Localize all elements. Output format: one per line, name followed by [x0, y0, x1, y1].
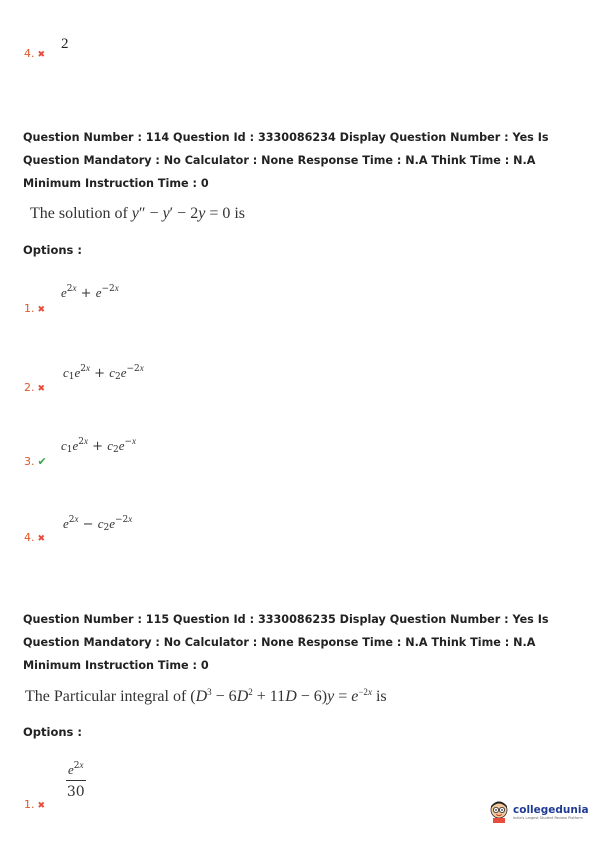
question-header: Question Number : 114 Question Id : 3330086234 Display Question Number : Yes Is Question Mandatory : No Calculator : None Response Time : N.A Think Time : N.A Minimum Instruction Time : 0: [23, 131, 549, 190]
option-value: 2: [61, 36, 69, 52]
question-header: Question Number : 115 Question Id : 3330086235 Display Question Number : Yes Is Question Mandatory : No Calculator : None Response Time : N.A Think Time : N.A Minimum Instruction Time : 0: [23, 613, 549, 672]
cross-icon: ✖: [37, 305, 46, 315]
logo-tagline: India's Largest Student Review Platform: [513, 816, 583, 820]
cross-icon: ✖: [37, 50, 46, 60]
option-expression: $c_1e^{2x} + c_2e^{-2x}$: [63, 363, 144, 382]
fraction: $\frac{e^{2x}}{30}$: [66, 760, 85, 800]
option-number: 2. ✖: [24, 381, 46, 394]
logo-name: collegedunia: [513, 804, 589, 816]
option-number: 4. ✖: [24, 47, 46, 60]
option-expression: $e^{2x} - c_2e^{-2x}$: [63, 514, 133, 533]
option-number: 1. ✖: [24, 798, 46, 811]
question-text: The solution of y″ − y′ − 2y = 0 is: [30, 205, 246, 222]
cross-icon: ✖: [37, 534, 46, 544]
cross-icon: ✖: [37, 801, 46, 811]
option-number: 4. ✖: [24, 531, 46, 544]
options-label: Options :: [23, 243, 82, 257]
cross-icon: ✖: [37, 384, 46, 394]
question-text: The Particular integral of $(D^3 - 6D^2 + 11D - 6)y = e^{-2x}$ is: [25, 687, 387, 705]
option-number: 1. ✖: [24, 302, 46, 315]
option-number: 3. ✔: [24, 455, 47, 468]
mascot-icon: [488, 800, 510, 824]
option-expression: $c_1e^{2x} + c_2e^{-x}$: [61, 436, 137, 455]
option-expression: $e^{2x} + e^{-2x}$: [61, 283, 119, 301]
check-icon: ✔: [37, 455, 47, 468]
option-expression: [66, 760, 86, 801]
options-label: Options :: [23, 725, 82, 739]
collegedunia-logo: [488, 800, 589, 824]
